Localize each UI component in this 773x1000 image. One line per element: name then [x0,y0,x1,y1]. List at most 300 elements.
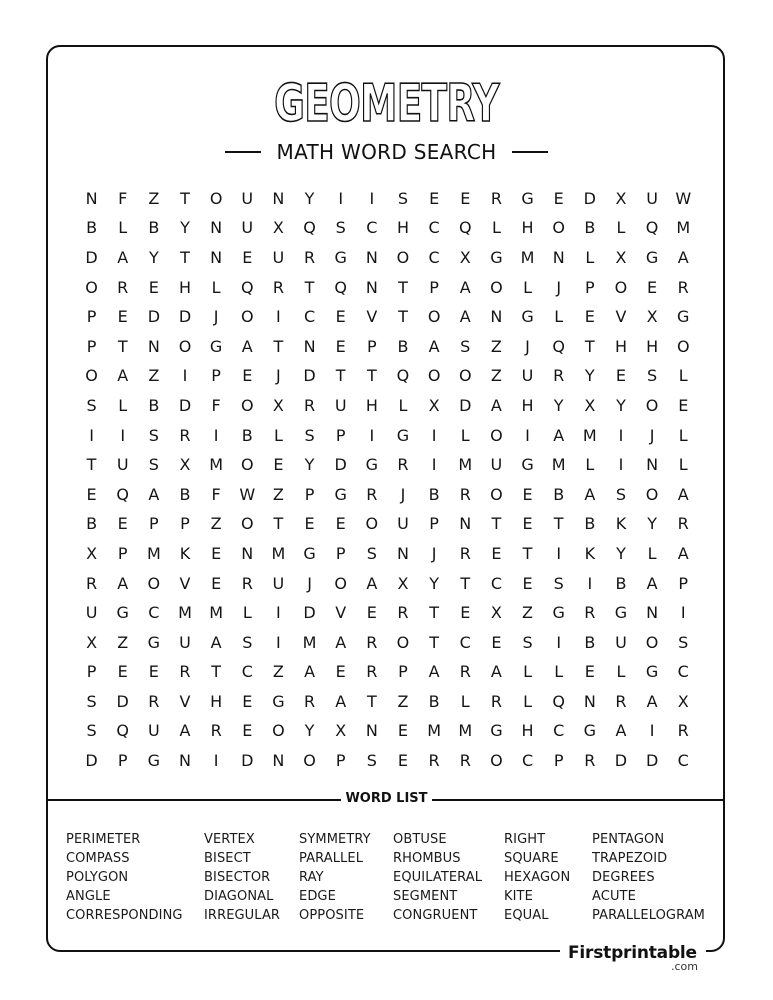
grid-letter: D [459,395,472,415]
grid-letter: R [179,425,191,445]
grid-row [76,362,699,392]
grid-letter: Z [272,484,284,504]
grid-letter: E [148,662,159,682]
grid-letter: Y [616,543,626,563]
grid-letter: D [645,751,659,771]
grid-letter: O [240,455,254,475]
grid-letter: A [677,247,689,267]
word-list-item: PARALLEL [299,851,364,866]
grid-letter: R [584,603,596,623]
grid-row [76,510,699,540]
grid-letter: C [366,218,378,238]
grid-letter: G [272,691,285,711]
grid-letter: M [209,455,224,475]
grid-letter: I [369,425,375,445]
grid-letter: L [678,425,688,445]
grid-letter: R [615,691,627,711]
word-list-item: CONGRUENT [393,908,478,923]
grid-letter: O [147,573,161,593]
word-list-item: ACUTE [592,889,636,904]
grid-letter: M [551,455,566,475]
grid-letter: S [335,218,346,238]
grid-letter: L [523,277,532,297]
grid-letter: R [303,247,316,267]
grid-row [76,302,699,332]
grid-letter: T [117,336,128,356]
grid-letter: S [148,455,159,475]
grid-letter: K [615,514,627,534]
grid-letter: H [521,218,534,238]
grid-letter: C [677,662,689,682]
word-list-column [204,830,280,925]
letter-grid [76,184,699,776]
grid-letter: O [272,721,285,741]
grid-letter: B [86,514,98,534]
grid-letter: H [646,336,659,356]
grid-letter: N [396,543,409,563]
grid-letter: F [118,188,128,208]
grid-letter: Q [645,218,659,238]
grid-letter: C [490,573,502,593]
word-list-column [504,830,570,925]
grid-letter: T [429,603,439,623]
grid-letter: T [273,336,284,356]
grid-letter: Y [180,218,190,238]
grid-letter: P [86,662,97,682]
grid-letter: Q [240,277,254,297]
grid-letter: P [180,514,190,534]
grid-letter: F [211,484,221,504]
grid-letter: C [428,218,440,238]
word-list-item: DEGREES [592,870,655,885]
grid-letter: Z [490,366,502,386]
grid-letter: J [213,307,219,327]
grid-letter: J [276,366,281,386]
grid-letter: S [304,425,315,445]
grid-letter: X [584,395,596,415]
grid-letter: R [303,395,316,415]
grid-letter: C [303,307,316,327]
grid-letter: I [618,455,624,475]
grid-letter: S [553,573,564,593]
grid-letter: A [490,395,502,415]
grid-row [76,273,699,303]
grid-letter: P [429,514,439,534]
grid-letter: E [491,543,502,563]
grid-letter: P [86,307,97,327]
grid-letter: Y [584,366,595,386]
grid-letter: E [304,514,315,534]
grid-row [76,687,699,717]
grid-letter: L [647,543,657,563]
grid-letter: L [398,395,408,415]
grid-letter: M [676,218,691,238]
grid-letter: N [365,721,378,741]
grid-row [76,658,699,688]
word-list-item: SQUARE [504,851,559,866]
grid-letter: T [522,543,533,563]
grid-letter: E [211,543,222,563]
grid-letter: Z [148,366,160,386]
grid-letter: D [241,751,254,771]
grid-letter: D [614,751,628,771]
grid-letter: B [428,484,440,504]
grid-letter: Q [552,691,565,711]
grid-letter: A [148,484,160,504]
word-list-item: CORRESPONDING [66,908,183,923]
grid-letter: N [583,691,596,711]
grid-letter: I [338,188,344,208]
grid-letter: X [272,395,284,415]
grid-letter: M [271,543,286,563]
grid-letter: T [584,336,595,356]
grid-letter: R [397,455,409,475]
grid-row [76,214,699,244]
grid-letter: X [459,247,471,267]
grid-letter: I [276,632,281,652]
word-list-item: BISECT [204,851,251,866]
grid-letter: I [276,307,281,327]
grid-letter: I [556,543,562,563]
grid-letter: I [182,366,188,386]
grid-letter: O [396,632,410,652]
grid-letter: O [85,277,98,297]
grid-letter: C [428,247,440,267]
grid-letter: Y [148,247,159,267]
grid-letter: P [553,751,564,771]
grid-letter: U [85,603,98,623]
grid-row [76,243,699,273]
grid-letter: X [86,543,98,563]
grid-letter: Q [303,218,316,238]
grid-letter: U [272,247,285,267]
grid-letter: S [647,366,658,386]
grid-letter: E [678,395,689,415]
grid-letter: N [646,603,659,623]
grid-letter: H [614,336,627,356]
grid-letter: Q [334,277,347,297]
grid-letter: J [649,425,655,445]
grid-letter: G [116,603,129,623]
grid-letter: G [147,751,161,771]
grid-letter: U [490,455,503,475]
grid-letter: T [460,573,471,593]
grid-letter: U [521,366,534,386]
grid-letter: R [117,277,129,297]
grid-letter: R [459,484,471,504]
grid-letter: G [521,455,534,475]
grid-letter: G [521,188,534,208]
grid-letter: E [584,307,595,327]
grid-letter: M [302,632,317,652]
grid-letter: P [86,336,97,356]
grid-letter: R [459,751,471,771]
grid-letter: R [241,573,253,593]
grid-letter: N [147,336,160,356]
grid-letter: X [397,573,409,593]
grid-letter: E [460,188,471,208]
word-list-item: OPPOSITE [299,908,365,923]
word-list-divider-right [432,799,725,801]
grid-letter: O [458,366,472,386]
grid-letter: A [459,277,471,297]
word-list-item: SYMMETRY [299,832,371,847]
grid-letter: Z [148,188,160,208]
grid-letter: O [365,514,379,534]
grid-letter: N [272,188,285,208]
grid-letter: B [584,514,596,534]
grid-letter: N [646,455,659,475]
grid-letter: E [86,484,97,504]
grid-row [76,717,699,747]
grid-letter: N [490,307,503,327]
grid-letter: P [335,751,346,771]
grid-letter: B [179,484,191,504]
grid-letter: R [366,662,378,682]
word-list-item: IRREGULAR [204,908,281,923]
grid-letter: L [242,603,252,623]
grid-letter: L [616,662,626,682]
grid-letter: P [211,366,221,386]
grid-letter: A [459,307,471,327]
grid-letter: L [554,307,564,327]
grid-letter: A [584,484,596,504]
grid-letter: A [117,573,129,593]
grid-letter: T [553,514,564,534]
grid-letter: B [148,218,160,238]
grid-letter: B [553,484,565,504]
grid-letter: E [522,514,533,534]
grid-letter: Z [117,632,129,652]
grid-letter: R [366,484,378,504]
grid-letter: R [86,573,98,593]
grid-letter: H [521,721,534,741]
subtitle-rule-right [512,151,548,153]
grid-letter: C [553,721,565,741]
grid-letter: O [209,188,223,208]
grid-letter: S [397,188,409,208]
grid-letter: S [522,632,533,652]
grid-letter: E [242,691,253,711]
grid-row [76,746,699,776]
word-list-column [66,830,183,925]
grid-letter: E [397,751,409,771]
grid-letter: X [428,395,440,415]
grid-letter: R [210,721,222,741]
grid-letter: A [553,425,565,445]
word-list-item: RIGHT [504,832,546,847]
grid-letter: M [427,721,442,741]
grid-letter: S [86,691,97,711]
grid-letter: U [116,455,129,475]
grid-letter: X [646,307,658,327]
grid-letter: C [148,603,160,623]
grid-letter: A [615,721,627,741]
grid-letter: G [334,484,347,504]
grid-letter: A [677,484,689,504]
grid-letter: N [272,751,285,771]
word-list-item: EQUILATERAL [393,870,483,885]
grid-letter: Z [522,603,534,623]
grid-letter: F [211,395,221,415]
grid-letter: R [677,514,689,534]
grid-letter: M [178,603,192,623]
grid-letter: T [273,514,284,534]
word-list-item: EDGE [299,889,336,904]
grid-letter: R [366,632,378,652]
grid-letter: G [303,543,316,563]
word-list-item: RHOMBUS [393,851,461,866]
grid-letter: E [335,662,346,682]
grid-letter: O [614,277,628,297]
grid-letter: Q [458,218,472,238]
grid-letter: O [490,277,503,297]
grid-letter: A [210,632,222,652]
brand-suffix: .com [671,960,698,973]
grid-letter: Q [396,366,410,386]
grid-letter: U [241,188,254,208]
subtitle-rule-left [225,151,261,153]
grid-row [76,450,699,480]
grid-letter: O [490,751,503,771]
grid-letter: H [210,691,223,711]
grid-letter: D [303,603,316,623]
grid-letter: R [428,751,440,771]
grid-letter: G [645,247,659,267]
grid-letter: L [554,662,564,682]
grid-letter: O [240,514,254,534]
grid-letter: E [242,247,253,267]
grid-letter: W [239,484,256,504]
word-list-item: COMPASS [66,851,130,866]
grid-letter: E [429,188,440,208]
word-list-item: KITE [504,889,533,904]
grid-letter: E [117,514,128,534]
grid-letter: G [677,307,690,327]
grid-letter: E [647,277,658,297]
grid-letter: H [178,277,191,297]
grid-letter: E [335,514,346,534]
grid-letter: B [615,573,627,593]
grid-letter: O [552,218,565,238]
grid-letter: O [645,484,659,504]
grid-letter: B [428,691,440,711]
grid-letter: A [428,662,440,682]
word-list-item: EQUAL [504,908,549,923]
grid-letter: K [179,543,191,563]
grid-letter: I [680,603,686,623]
grid-letter: G [645,662,659,682]
grid-letter: T [335,366,346,386]
grid-letter: H [396,218,409,238]
grid-letter: A [677,543,689,563]
grid-letter: D [178,395,192,415]
grid-letter: X [490,603,502,623]
grid-letter: H [521,395,534,415]
grid-letter: B [86,218,98,238]
grid-letter: G [490,247,503,267]
grid-letter: N [459,514,472,534]
word-list-item: TRAPEZOID [592,851,668,866]
grid-letter: D [583,188,596,208]
grid-letter: I [618,425,624,445]
grid-letter: P [584,277,595,297]
grid-letter: O [334,573,347,593]
grid-letter: I [431,425,437,445]
grid-letter: P [678,573,689,593]
grid-letter: U [241,218,254,238]
grid-letter: O [178,336,192,356]
grid-letter: A [646,691,658,711]
grid-letter: R [272,277,284,297]
word-list-item: SEGMENT [393,889,458,904]
grid-letter: A [117,366,129,386]
grid-letter: U [272,573,285,593]
grid-letter: Q [116,484,129,504]
grid-letter: A [335,691,347,711]
grid-letter: E [148,277,159,297]
grid-letter: E [366,603,377,623]
grid-letter: Z [210,514,222,534]
grid-letter: S [366,751,377,771]
grid-letter: D [85,751,98,771]
grid-letter: L [211,277,221,297]
grid-letter: T [366,691,377,711]
grid-letter: Z [397,691,409,711]
grid-letter: A [646,573,658,593]
grid-letter: G [552,603,565,623]
grid-letter: B [148,395,160,415]
grid-letter: B [584,218,596,238]
subtitle-row [0,138,773,166]
grid-letter: I [587,573,593,593]
grid-letter: R [677,721,689,741]
word-list-item: HEXAGON [504,870,571,885]
word-list-item: OBTUSE [393,832,447,847]
grid-letter: E [335,336,346,356]
word-list-item: POLYGON [66,870,129,885]
grid-letter: E [335,307,346,327]
grid-letter: A [335,632,347,652]
grid-letter: P [335,425,346,445]
grid-letter: M [209,603,224,623]
grid-letter: O [240,307,254,327]
grid-letter: O [676,336,690,356]
word-list-column [393,830,482,925]
grid-letter: D [85,247,98,267]
grid-letter: D [178,307,192,327]
grid-letter: G [365,455,379,475]
grid-letter: D [147,307,161,327]
grid-letter: E [117,307,128,327]
grid-letter: E [211,573,222,593]
grid-letter: S [242,632,253,652]
grid-letter: L [273,425,283,445]
grid-letter: X [615,247,627,267]
grid-letter: G [521,307,534,327]
grid-letter: W [675,188,692,208]
grid-letter: S [86,395,97,415]
grid-letter: J [431,543,437,563]
grid-letter: T [491,514,502,534]
grid-row [76,184,699,214]
grid-letter: T [398,277,408,297]
grid-row [76,332,699,362]
grid-letter: E [522,573,533,593]
grid-letter: E [242,366,253,386]
grid-letter: Y [304,188,315,208]
grid-letter: T [180,188,190,208]
